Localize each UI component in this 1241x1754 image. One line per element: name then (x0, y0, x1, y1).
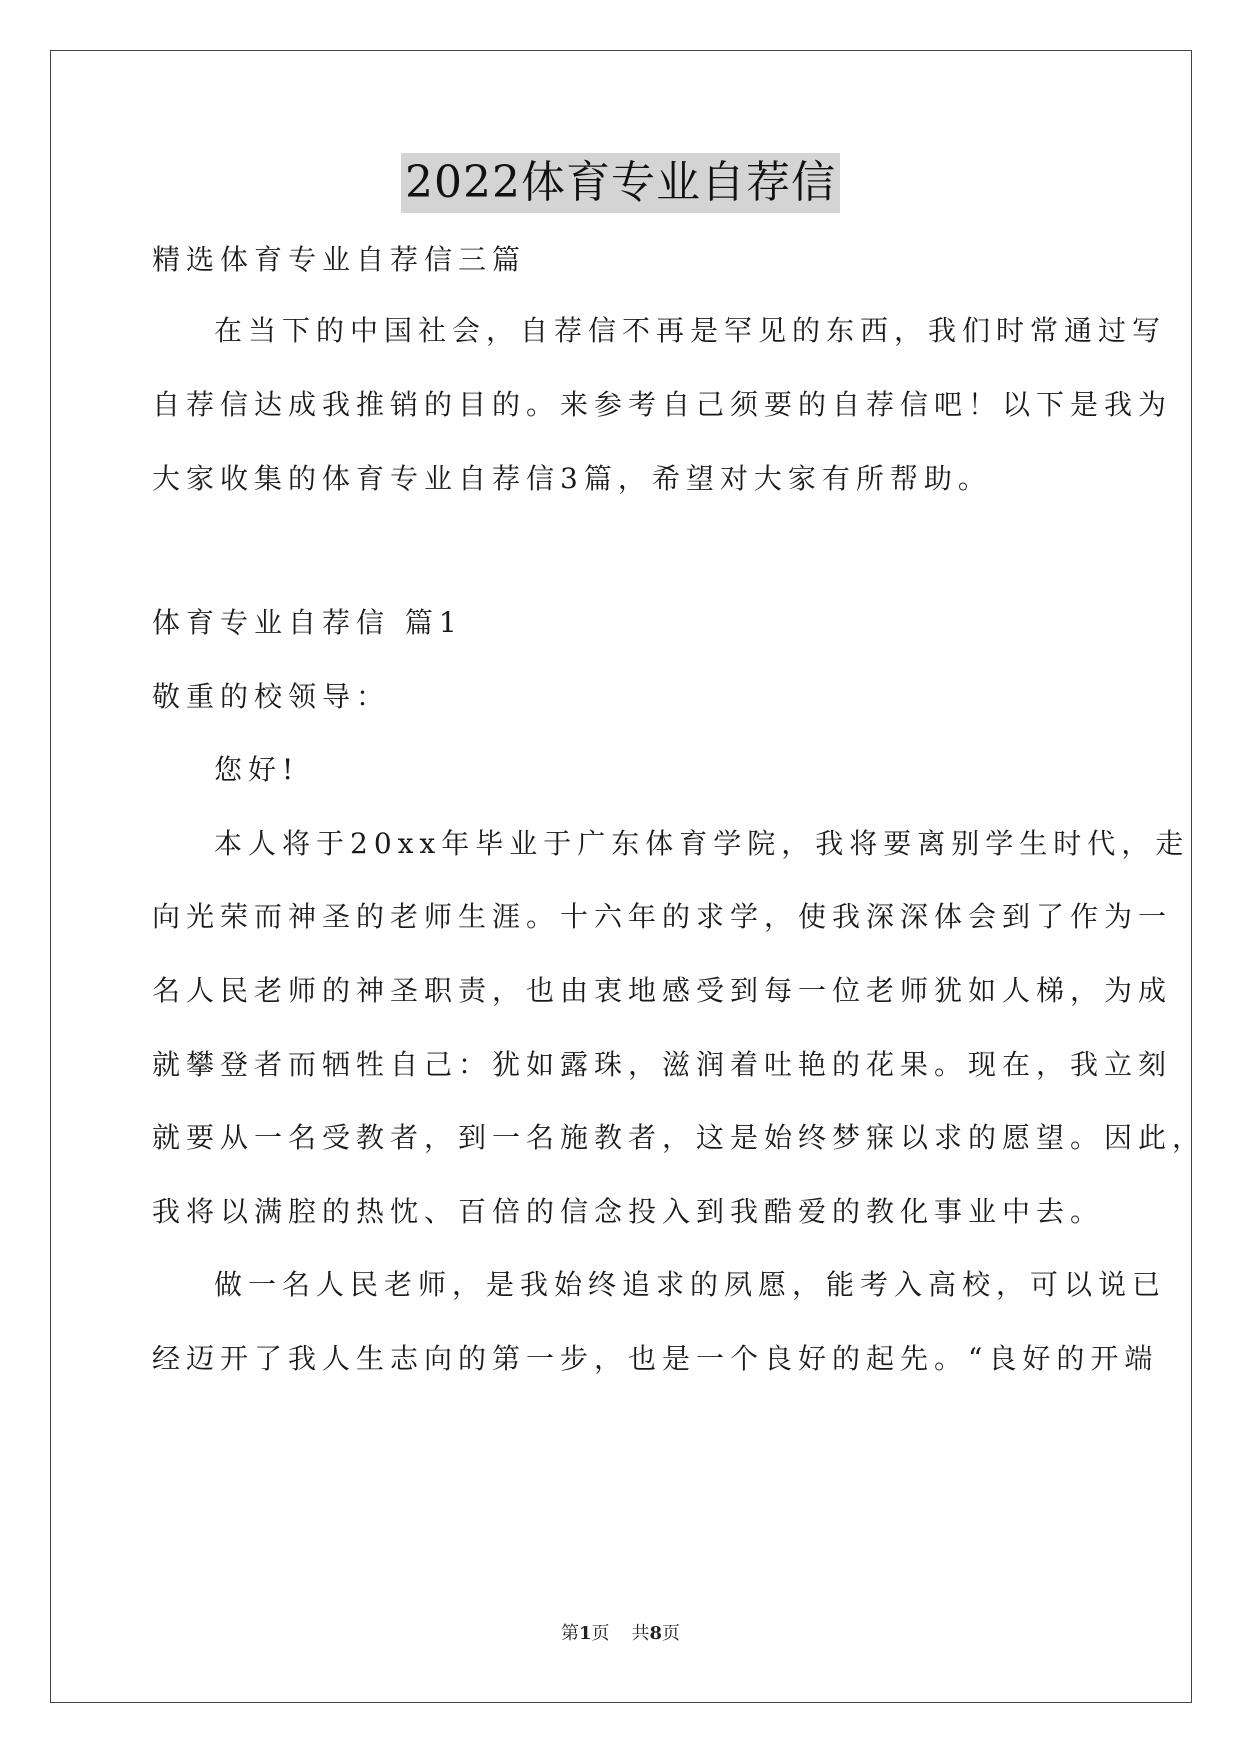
page-suffix: 页 (591, 1623, 610, 1644)
greeting: 您好! (214, 753, 300, 786)
page-number: 1 (578, 1623, 592, 1644)
total-prefix: 共 (631, 1623, 650, 1644)
page-prefix: 第 (560, 1623, 579, 1644)
paragraph2-line-2: 经迈开了我人生志向的第一步，也是一个良好的起先。“良好的开端 (152, 1342, 1159, 1375)
intro-line-2: 自荐信达成我推销的目的。来参考自己须要的自荐信吧！以下是我为 (152, 388, 1173, 421)
total-pages: 8 (649, 1623, 663, 1644)
intro-line-3: 大家收集的体育专业自荐信3篇，希望对大家有所帮助。 (152, 462, 992, 495)
paragraph1-line-3: 名人民老师的神圣职责，也由衷地感受到每一位老师犹如人梯，为成 (152, 974, 1173, 1007)
document-subtitle: 精选体育专业自荐信三篇 (152, 243, 527, 276)
intro-line-1: 在当下的中国社会，自荐信不再是罕见的东西，我们时常通过写 (214, 314, 1167, 347)
title-block (0, 153, 1241, 213)
paragraph1-line-1: 本人将于20xx年毕业于广东体育学院，我将要离别学生时代，走 (214, 827, 1190, 860)
paragraph1-line-4: 就攀登者而牺牲自己：犹如露珠，滋润着吐艳的花果。现在，我立刻 (152, 1048, 1173, 1081)
paragraph1-line-6: 我将以满腔的热忱、百倍的信念投入到我酷爱的教化事业中去。 (152, 1195, 1105, 1228)
page-footer (0, 1622, 1241, 1646)
section-heading: 体育专业自荐信 篇1 (152, 606, 463, 639)
salutation: 敬重的校领导： (152, 680, 391, 713)
paragraph1-line-5: 就要从一名受教者，到一名施教者，这是始终梦寐以求的愿望。因此， (152, 1121, 1207, 1154)
page-border (50, 50, 1207, 1703)
paragraph2-line-1: 做一名人民老师，是我始终追求的夙愿，能考入高校，可以说已 (214, 1268, 1167, 1301)
document-title: 2022体育专业自荐信 (401, 153, 840, 213)
paragraph1-line-2: 向光荣而神圣的老师生涯。十六年的求学，使我深深体会到了作为一 (152, 900, 1173, 933)
total-suffix: 页 (662, 1623, 681, 1644)
